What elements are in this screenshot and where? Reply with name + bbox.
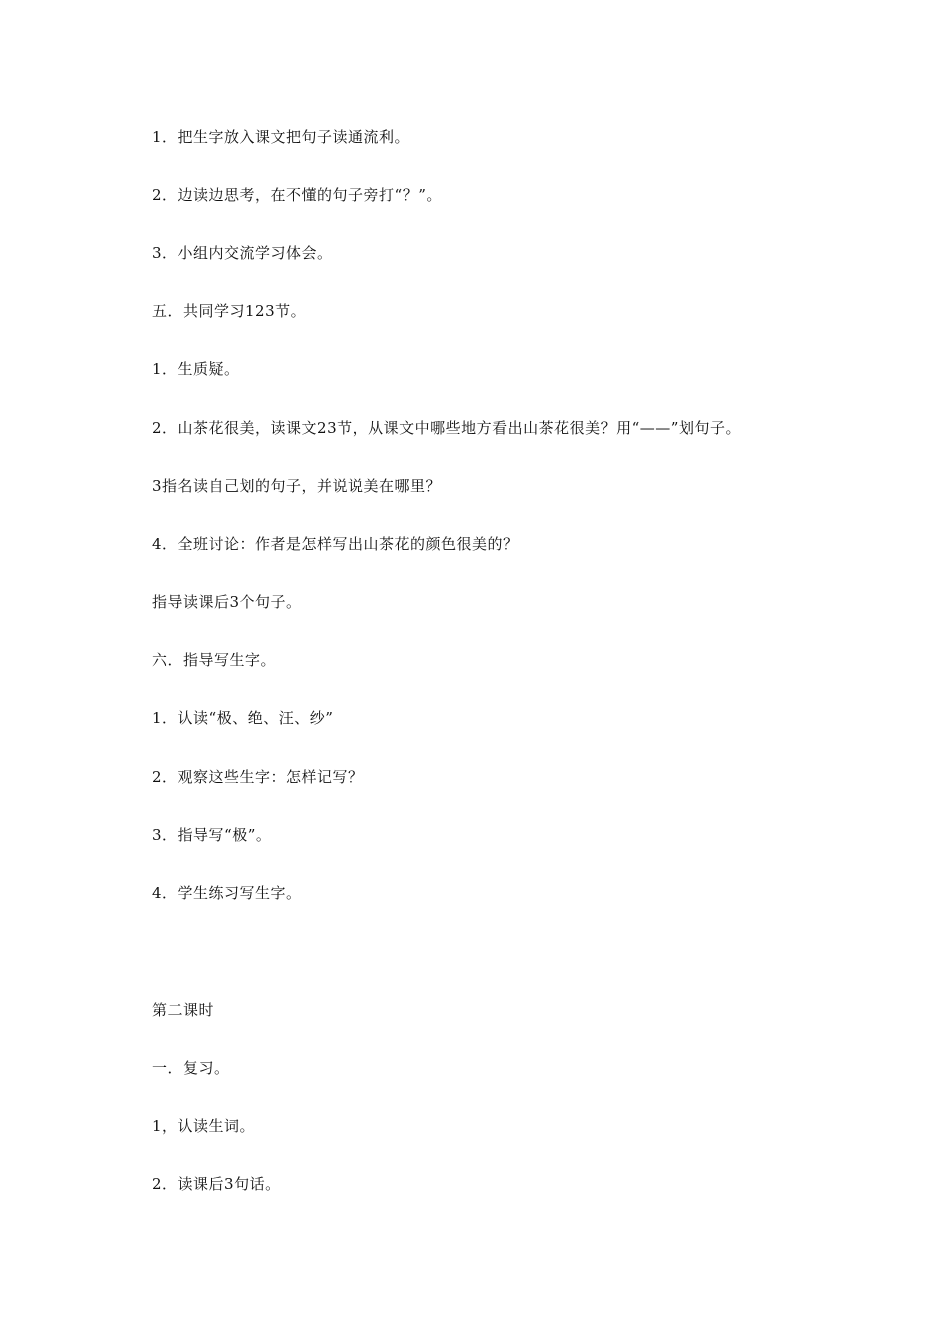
text-line: 指导读课后3个句子。 (152, 593, 302, 611)
lesson-heading: 第二课时 (152, 1001, 215, 1019)
text-line: 3指名读自己划的句子，并说说美在哪里？ (152, 477, 442, 495)
text-line: 2．读课后3句话。 (152, 1175, 281, 1193)
text-line: 1．生质疑。 (152, 360, 240, 378)
section-heading: 一．复习。 (152, 1059, 230, 1077)
text-line: 2．边读边思考，在不懂的句子旁打“？”。 (152, 186, 442, 204)
text-line: 2．观察这些生字：怎样记写？ (152, 768, 364, 786)
text-line: 3．指导写“极”。 (152, 826, 272, 844)
text-line: 3．小组内交流学习体会。 (152, 244, 333, 262)
text-line: 2．山茶花很美，读课文23节，从课文中哪些地方看出山茶花很美？用“——”划句子。 (152, 419, 741, 437)
section-heading: 五．共同学习123节。 (152, 302, 307, 320)
section-heading: 六．指导写生字。 (152, 651, 277, 669)
text-line: 1．认读“极、绝、汪、纱” (152, 709, 334, 727)
text-line: 4．学生练习写生字。 (152, 884, 302, 902)
text-line: 1，认读生词。 (152, 1117, 256, 1135)
text-line: 4．全班讨论：作者是怎样写出山茶花的颜色很美的？ (152, 535, 519, 553)
text-line: 1．把生字放入课文把句子读通流利。 (152, 128, 411, 146)
